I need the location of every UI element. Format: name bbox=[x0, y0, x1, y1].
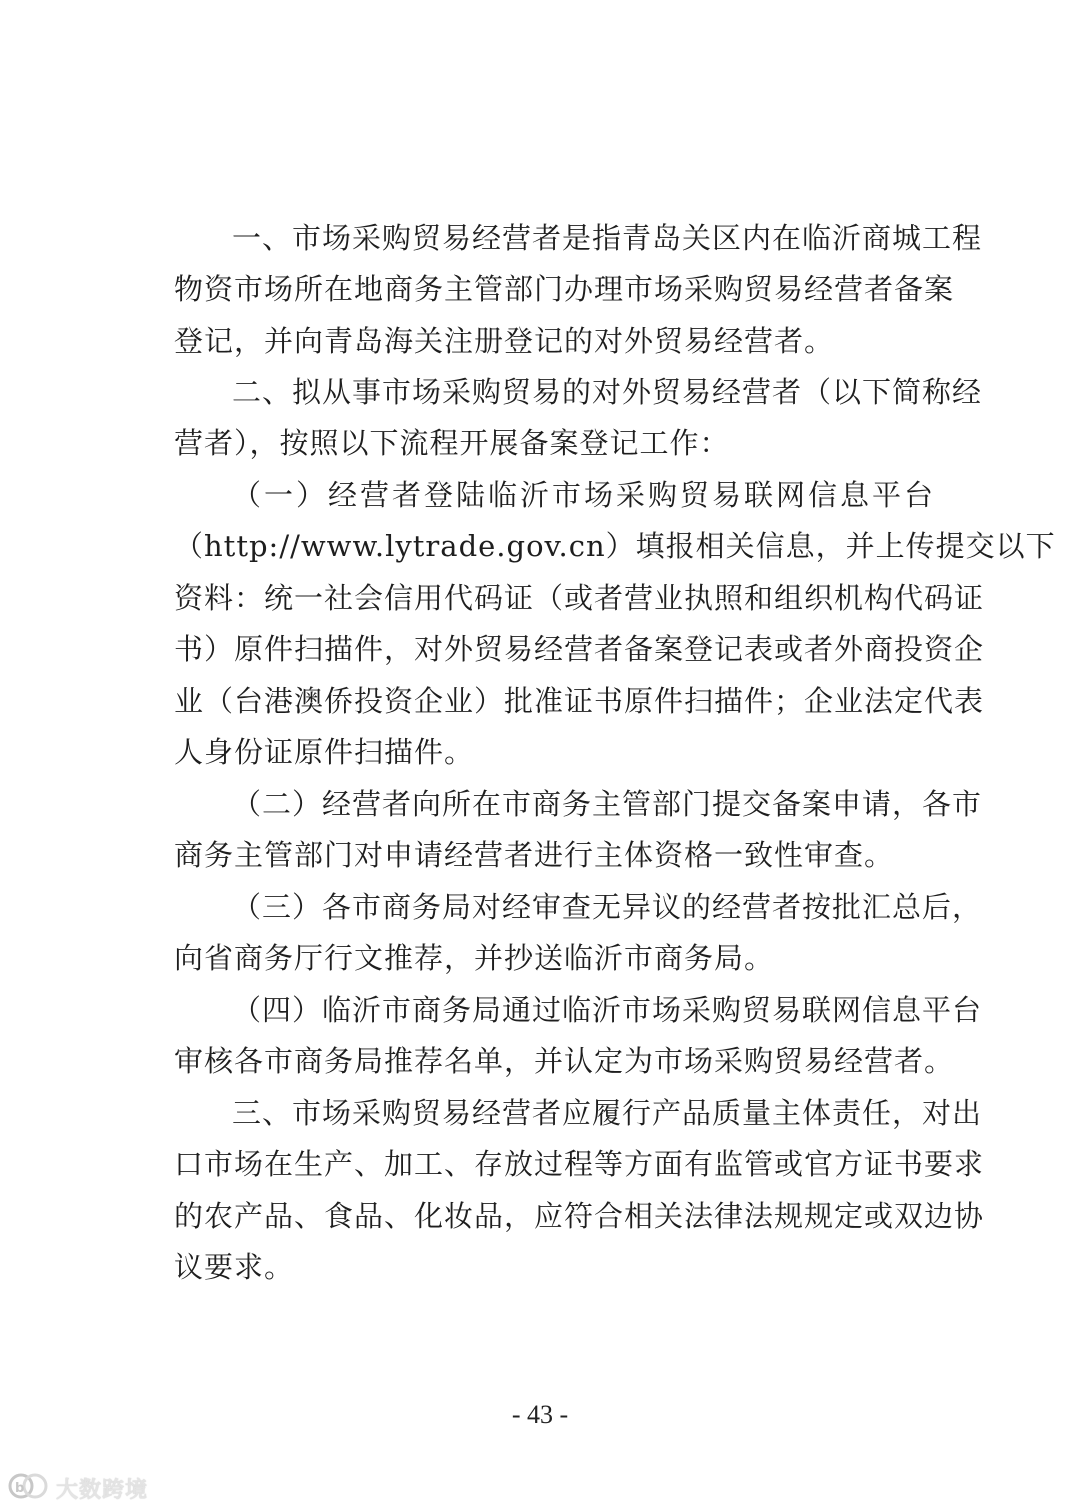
paragraph-1-line-2: 物资市场所在地商务主管部门办理市场采购贸易经营者备案 bbox=[174, 272, 955, 306]
svg-text:b: b bbox=[15, 1481, 25, 1496]
watermark bbox=[6, 1470, 148, 1506]
paragraph-1-line-1: 一、市场采购贸易经营者是指青岛关区内在临沂商城工程 bbox=[232, 221, 983, 255]
page-number: - 43 - bbox=[511, 1400, 569, 1429]
watermark-text: 大数跨境 bbox=[56, 1477, 149, 1503]
item-1-line-2: （http://www.lytrade.gov.cn）填报相关信息，并上传提交以下 bbox=[174, 529, 1056, 563]
item-2-line-2: 商务主管部门对申请经营者进行主体资格一致性审查。 bbox=[174, 838, 895, 872]
item-3-line-2: 向省商务厅行文推荐，并抄送临沂市商务局。 bbox=[174, 941, 775, 975]
paragraph-2-line-2: 营者），按照以下流程开展备案登记工作： bbox=[174, 426, 730, 460]
item-4-line-2: 审核各市商务局推荐名单，并认定为市场采购贸易经营者。 bbox=[174, 1044, 955, 1078]
item-1-line-6: 人身份证原件扫描件。 bbox=[174, 735, 475, 769]
item-1-line-3: 资料：统一社会信用代码证（或者营业执照和组织机构代码证 bbox=[174, 581, 985, 615]
paragraph-3-line-1: 三、市场采购贸易经营者应履行产品质量主体责任，对出 bbox=[232, 1096, 983, 1130]
paragraph-2-line-1: 二、拟从事市场采购贸易的对外贸易经营者（以下简称经 bbox=[232, 375, 983, 409]
item-1-line-5: 业（台港澳侨投资企业）批准证书原件扫描件；企业法定代表 bbox=[174, 684, 985, 718]
paragraph-3-line-2: 口市场在生产、加工、存放过程等方面有监管或官方证书要求 bbox=[174, 1147, 985, 1181]
item-1-line-4: 书）原件扫描件，对外贸易经营者备案登记表或者外商投资企 bbox=[174, 632, 985, 666]
item-4-line-1: （四）临沂市商务局通过临沂市场采购贸易联网信息平台 bbox=[232, 993, 983, 1027]
item-3-line-1: （三）各市商务局对经审查无异议的经营者按批汇总后， bbox=[232, 890, 983, 924]
paragraph-1-line-3: 登记，并向青岛海关注册登记的对外贸易经营者。 bbox=[174, 324, 835, 358]
paragraph-3-line-4: 议要求。 bbox=[174, 1250, 295, 1284]
item-1-line-1: （一）经营者登陆临沂市场采购贸易联网信息平台 bbox=[232, 478, 934, 512]
item-2-line-1: （二）经营者向所在市商务主管部门提交备案申请，各市 bbox=[232, 787, 983, 821]
logo-icon bbox=[6, 1471, 50, 1505]
paragraph-3-line-3: 的农产品、食品、化妆品，应符合相关法律法规规定或双边协 bbox=[174, 1199, 985, 1233]
